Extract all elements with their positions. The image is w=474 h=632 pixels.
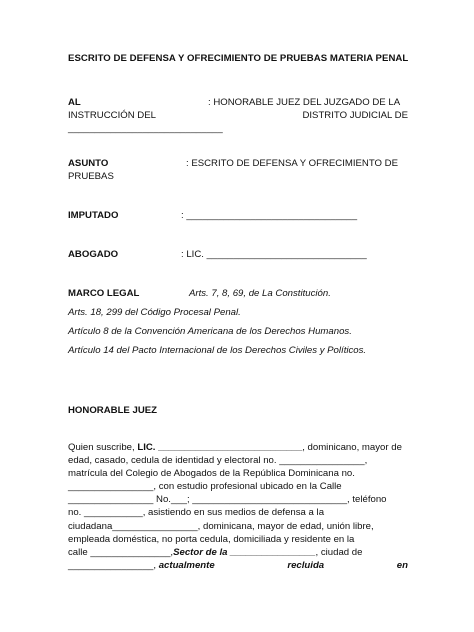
body-paragraph [68,441,408,572]
marco-legal-label: MARCO LEGAL [68,288,140,299]
body-line: Quien suscribe, LIC. ___________________________, dominicano, mayor de [68,442,402,453]
al-value: : HONORABLE JUEZ DEL JUZGADO DE LA [208,97,401,108]
greeting: HONORABLE JUEZ [68,405,158,416]
abogado-label: ABOGADO [68,249,119,260]
body-line: edad, casado, cedula de identidad y electoral no. ________________, [68,455,368,467]
asunto-section [68,157,408,183]
marco-legal-value: Arts. 7, 8, 69, de La Constitución. [189,288,331,299]
asunto-value: : ESCRITO DE DEFENSA Y OFRECIMIENTO DE [186,158,398,169]
body-line: no. ___________, asistiendo en sus medios de defensa a la [68,507,325,519]
marco-legal-item: Artículo 8 de la Convención Americana de los Derechos Humanos. [68,326,352,337]
al-line2-right: DISTRITO JUDICIAL DE [302,110,408,121]
body-line: matrícula del Colegio de Abogados de la República Dominicana no. [68,468,355,480]
body-line: ________________ No.___; _____________________________, teléfono [68,494,387,506]
al-label: AL [68,97,81,108]
lic-blank: LIC. ___________________________ [137,442,303,453]
body-line: ________________, con estudio profesional ubicado en la Calle [68,481,342,493]
al-line3: _____________________________ [68,123,223,134]
imputado-section [68,209,408,222]
imputado-label: IMPUTADO [68,210,119,221]
document-title: ESCRITO DE DEFENSA Y OFRECIMIENTO DE PRUEBAS MATERIA PENAL [68,53,409,64]
abogado-value: : LIC. ______________________________ [181,249,367,260]
abogado-section [68,248,408,261]
marco-legal-item: Arts. 18, 299 del Código Procesal Penal. [68,307,241,318]
asunto-label: ASUNTO [68,158,109,169]
imputado-value: : ________________________________ [181,210,358,221]
body-line: empleada doméstica, no porta cedula, domiciliada y residente en la [68,533,355,545]
sector-blank: Sector de la ________________ [173,546,316,558]
marco-legal-item: Artículo 14 del Pacto Internacional de los Derechos Civiles y Políticos. [68,345,367,356]
al-section [68,96,408,135]
marco-legal-section [68,287,408,357]
body-line: ciudadana________________, dominicana, mayor de edad, unión libre, [68,520,374,532]
body-line: ________________, actualmente recluida en [68,559,408,571]
body-line: calle _______________, Sector de la ________________ , ciudad de [68,546,363,558]
al-line2-left: INSTRUCCIÓN DEL [68,110,156,121]
asunto-line2: PRUEBAS [68,171,114,182]
